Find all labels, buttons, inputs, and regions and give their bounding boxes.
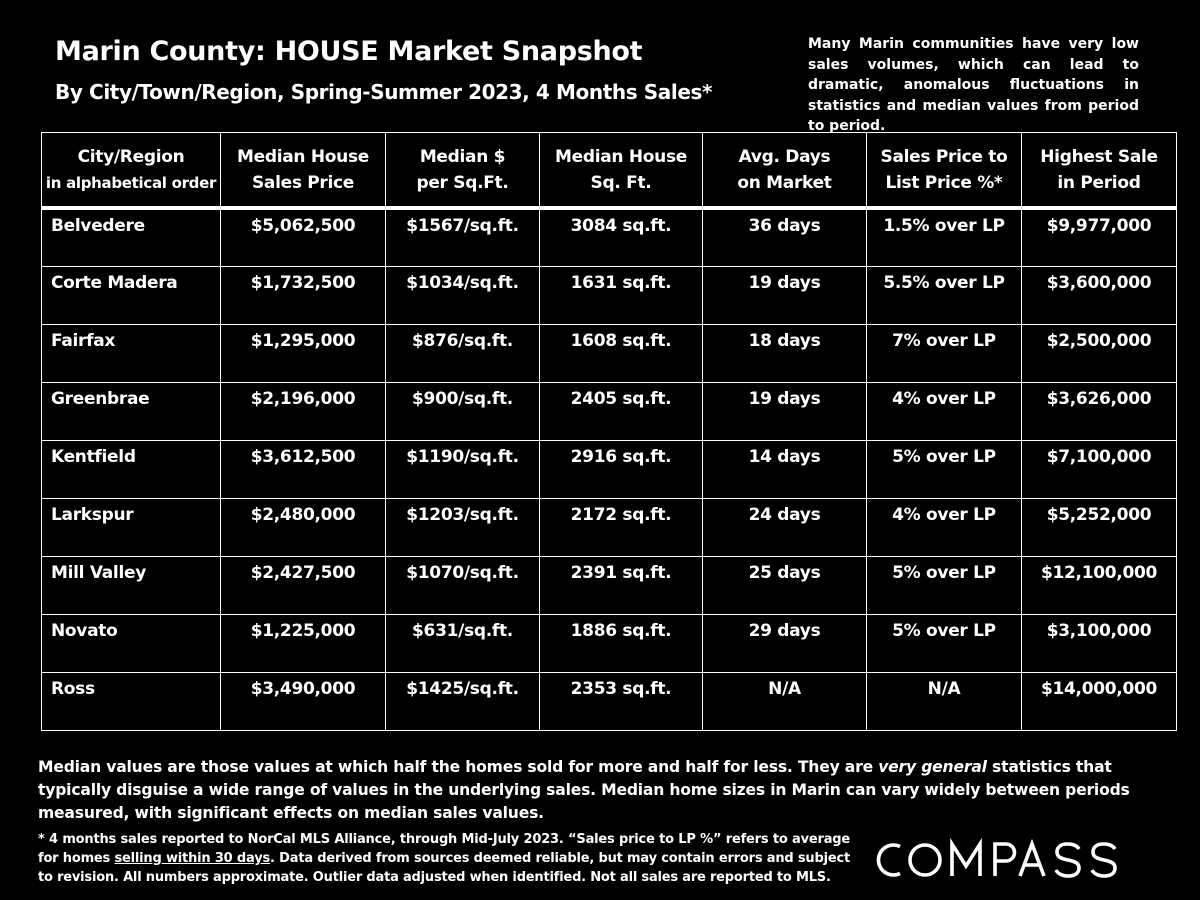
table-cell: 4% over LP: [867, 498, 1022, 556]
table-cell: $2,480,000: [221, 498, 386, 556]
table-cell: 2916 sq.ft.: [540, 440, 703, 498]
table-cell: $3,600,000: [1022, 266, 1177, 324]
table-cell: $3,612,500: [221, 440, 386, 498]
table-cell: $7,100,000: [1022, 440, 1177, 498]
column-header: [867, 133, 1022, 209]
column-header-line2: on Market: [737, 172, 832, 193]
city-name-cell: Ross: [42, 672, 221, 730]
city-name-cell: Larkspur: [42, 498, 221, 556]
table-cell: $900/sq.ft.: [386, 382, 540, 440]
table-cell: $1,295,000: [221, 324, 386, 382]
median-explanation: [38, 756, 1158, 825]
table-cell: 5.5% over LP: [867, 266, 1022, 324]
city-name-cell: Belvedere: [42, 208, 221, 266]
column-header-line1: Median $: [419, 146, 506, 167]
column-header: [221, 133, 386, 209]
column-header-line1: Sales Price to: [880, 146, 1008, 167]
footnote-part1: * 4 months sales reported to NorCal MLS Alliance, through Mid-July 2023. “Sales price to LP %” refers to average for homes: [38, 832, 850, 866]
footnote: [38, 830, 850, 887]
table-row: [42, 324, 1177, 382]
table-cell: 3084 sq.ft.: [540, 208, 703, 266]
table-cell: $1,732,500: [221, 266, 386, 324]
column-header-line1: Avg. Days: [738, 146, 831, 167]
city-name-cell: Fairfax: [42, 324, 221, 382]
table-row: [42, 382, 1177, 440]
table-cell: $876/sq.ft.: [386, 324, 540, 382]
column-header-line1: Median House: [237, 146, 369, 167]
city-name-cell: Corte Madera: [42, 266, 221, 324]
table-cell: 2405 sq.ft.: [540, 382, 703, 440]
column-header-line2: Sq. Ft.: [590, 172, 652, 193]
table-cell: $5,062,500: [221, 208, 386, 266]
footnote-part2: . Data derived from sources deemed reliable, but may contain errors and subject to revision. All numbers approximate. Outlier data adjusted when identified. Not all sales are reported to MLS.: [38, 851, 850, 885]
column-header-line1: Median House: [555, 146, 687, 167]
table-cell: $3,626,000: [1022, 382, 1177, 440]
table-cell: $1,225,000: [221, 614, 386, 672]
table-row: [42, 498, 1177, 556]
table-cell: $3,100,000: [1022, 614, 1177, 672]
footnote-underlined: selling within 30 days: [114, 851, 271, 866]
table-cell: 19 days: [703, 382, 867, 440]
page-subtitle: By City/Town/Region, Spring-Summer 2023, 4 Months Sales*: [55, 80, 713, 104]
table-row: [42, 440, 1177, 498]
table-header: [42, 133, 1177, 209]
column-header-line2: in Period: [1057, 172, 1141, 193]
table-cell: 24 days: [703, 498, 867, 556]
median-explanation-part1: Median values are those values at which half the homes sold for more and half for less. They are: [38, 758, 879, 776]
market-snapshot-table: [41, 132, 1177, 731]
column-header-line2: List Price %*: [885, 172, 1003, 193]
table-cell: 4% over LP: [867, 382, 1022, 440]
table-row: [42, 266, 1177, 324]
table-cell: 5% over LP: [867, 440, 1022, 498]
table-body: [42, 208, 1177, 730]
table-cell: $1070/sq.ft.: [386, 556, 540, 614]
table-row: [42, 556, 1177, 614]
table-cell: 2391 sq.ft.: [540, 556, 703, 614]
table-cell: $5,252,000: [1022, 498, 1177, 556]
city-name-cell: Greenbrae: [42, 382, 221, 440]
table-cell: 1.5% over LP: [867, 208, 1022, 266]
table-cell: $1034/sq.ft.: [386, 266, 540, 324]
column-header-line2: per Sq.Ft.: [416, 172, 509, 193]
column-header: [703, 133, 867, 209]
table-row: [42, 672, 1177, 730]
table-cell: $2,427,500: [221, 556, 386, 614]
table-cell: $1567/sq.ft.: [386, 208, 540, 266]
table-cell: 25 days: [703, 556, 867, 614]
table-cell: 18 days: [703, 324, 867, 382]
city-name-cell: Mill Valley: [42, 556, 221, 614]
table-cell: $2,500,000: [1022, 324, 1177, 382]
table-cell: 19 days: [703, 266, 867, 324]
table-cell: $14,000,000: [1022, 672, 1177, 730]
column-header: [386, 133, 540, 209]
table-cell: $2,196,000: [221, 382, 386, 440]
table-cell: 2172 sq.ft.: [540, 498, 703, 556]
table-cell: N/A: [703, 672, 867, 730]
column-header: [1022, 133, 1177, 209]
compass-logo: [872, 836, 1124, 884]
column-header: [42, 133, 221, 209]
table-cell: 36 days: [703, 208, 867, 266]
table-cell: 14 days: [703, 440, 867, 498]
table-cell: $1203/sq.ft.: [386, 498, 540, 556]
table-cell: $12,100,000: [1022, 556, 1177, 614]
table-cell: $9,977,000: [1022, 208, 1177, 266]
table-cell: 1608 sq.ft.: [540, 324, 703, 382]
table-cell: 7% over LP: [867, 324, 1022, 382]
table-cell: 1631 sq.ft.: [540, 266, 703, 324]
page-title: Marin County: HOUSE Market Snapshot: [55, 36, 643, 67]
table-cell: 1886 sq.ft.: [540, 614, 703, 672]
column-header-line1: City/Region: [77, 146, 185, 167]
city-name-cell: Novato: [42, 614, 221, 672]
table-row: [42, 614, 1177, 672]
city-name-cell: Kentfield: [42, 440, 221, 498]
column-header-line1: Highest Sale: [1040, 146, 1158, 167]
column-header: [540, 133, 703, 209]
table-cell: 5% over LP: [867, 614, 1022, 672]
table-cell: 2353 sq.ft.: [540, 672, 703, 730]
table-cell: 5% over LP: [867, 556, 1022, 614]
table-cell: 29 days: [703, 614, 867, 672]
table-cell: N/A: [867, 672, 1022, 730]
table-cell: $1425/sq.ft.: [386, 672, 540, 730]
table-cell: $3,490,000: [221, 672, 386, 730]
column-header-line2: in alphabetical order: [45, 173, 217, 192]
table-cell: $1190/sq.ft.: [386, 440, 540, 498]
header-row: [42, 133, 1177, 209]
table-cell: $631/sq.ft.: [386, 614, 540, 672]
median-explanation-part2: statistics that typically disguise a wide range of values in the underlying sales. Median home sizes in Marin can vary widely between periods measured, with significant effects on median sales values.: [38, 758, 1130, 822]
median-explanation-emphasis: very general: [878, 758, 987, 776]
column-header-line2: Sales Price: [251, 172, 355, 193]
volume-disclaimer: Many Marin communities have very low sales volumes, which can lead to dramatic, anomalous fluctuations in statistics and median values from period to period.: [808, 36, 1139, 134]
table-row: [42, 208, 1177, 266]
